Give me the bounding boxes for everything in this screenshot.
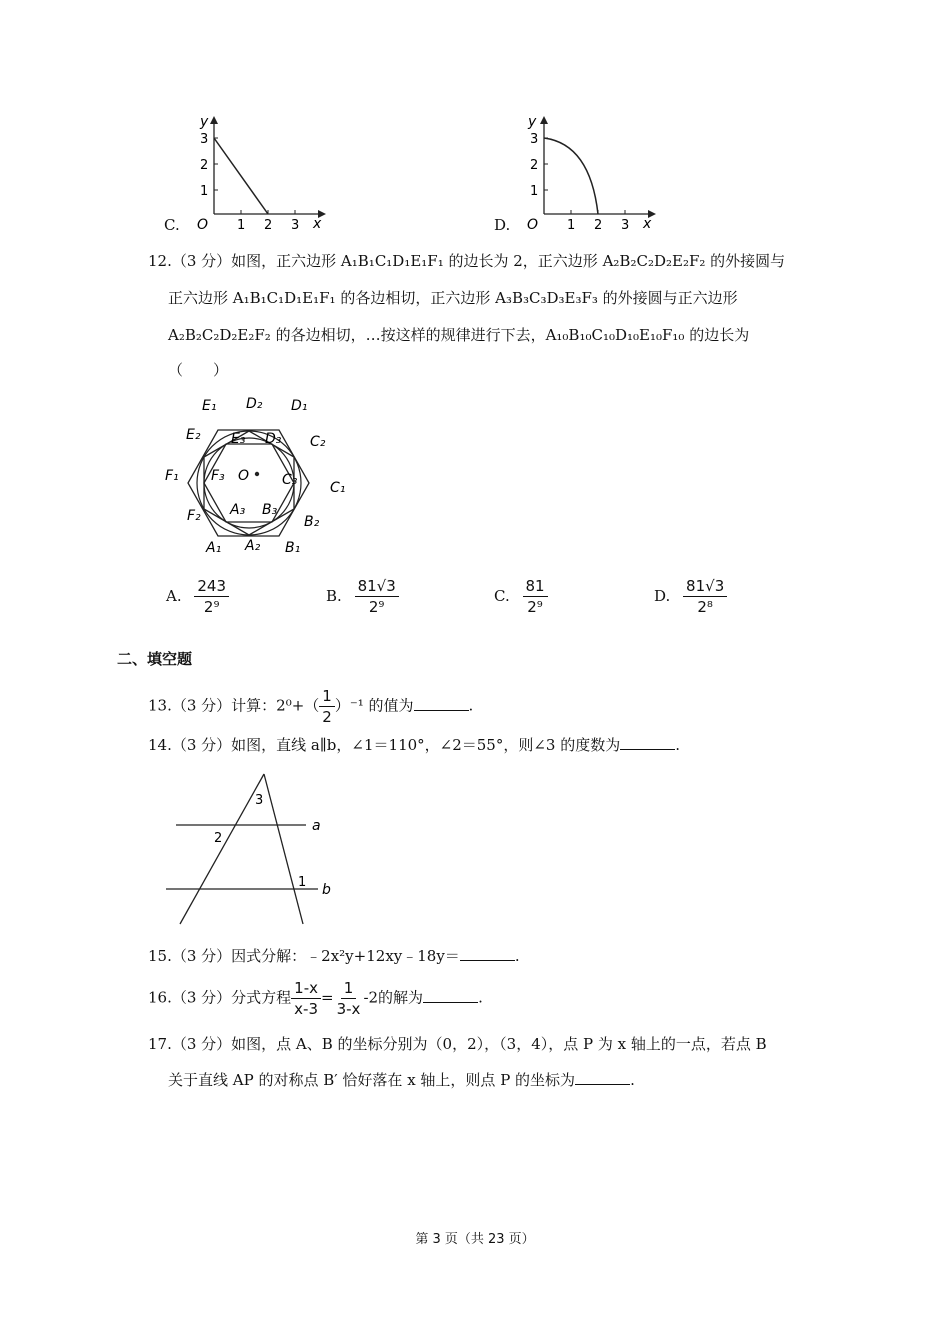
q16	[148, 978, 483, 1019]
q17-answer-blank[interactable]	[575, 1070, 630, 1085]
hex-label-e3: E₃	[231, 431, 246, 447]
q15	[148, 946, 520, 966]
q14-text: 14.（3 分）如图，直线 a∥b，∠1＝110°，∠2＝55°，则∠3 的度数为	[148, 736, 621, 754]
q16-fraction-1	[291, 978, 321, 1019]
graph-c-tick-x2: 2	[264, 218, 273, 233]
hex-label-d3: D₃	[265, 431, 282, 447]
q16-num-2: 1	[341, 978, 357, 999]
hex-label-d2: D₂	[246, 396, 263, 412]
q14	[148, 735, 680, 755]
hex-label-c2: C₂	[310, 434, 326, 450]
graph-d	[490, 110, 660, 235]
graph-d-tick-x3: 3	[621, 218, 630, 233]
graph-d-tick-x2: 2	[594, 218, 603, 233]
angle-2-label: 2	[214, 831, 223, 846]
graph-d-y-label: y	[528, 114, 537, 130]
graph-d-origin: O	[527, 217, 539, 233]
q13-answer-blank[interactable]	[414, 696, 469, 711]
q16-den-2: 3-x	[336, 1000, 361, 1018]
graph-d-tick-y1: 1	[530, 184, 539, 199]
q12-option-c-num: 81	[523, 576, 548, 597]
q16-fraction-2	[334, 978, 364, 1019]
hex-label-b1: B₁	[285, 540, 301, 556]
q17-line1: 17.（3 分）如图，点 A、B 的坐标分别为（0，2），（3，4），点 P 为 x 轴上的一点，若点 B	[148, 1035, 767, 1053]
graph-c-tick-y1: 1	[200, 184, 209, 199]
graph-c-tick-y3: 3	[200, 132, 209, 147]
graph-d-svg	[490, 110, 660, 235]
line-a-label: a	[312, 818, 321, 834]
q12-line3: A₂B₂C₂D₂E₂F₂ 的各边相切，…按这样的规律进行下去，A₁₀B₁₀C₁₀D₁₀E₁₀F₁₀ 的边长为	[168, 326, 750, 344]
graph-d-tick-x1: 1	[567, 218, 576, 233]
q13-post: ）⁻¹ 的值为	[334, 696, 414, 715]
hexagon-figure	[160, 392, 360, 562]
q17-end: .	[630, 1071, 635, 1089]
q12-line1: 12.（3 分）如图，正六边形 A₁B₁C₁D₁E₁F₁ 的边长为 2，正六边形 A₂B₂C₂D₂E₂F₂ 的外接圆与	[148, 252, 786, 270]
q12-option-d[interactable]	[654, 576, 727, 617]
q16-equals: =	[321, 988, 334, 1007]
q12-option-d-num: 81√3	[683, 576, 727, 597]
graph-d-tick-y3: 3	[530, 132, 539, 147]
q15-end: .	[514, 947, 520, 965]
graph-c-svg	[160, 110, 330, 235]
q15-answer-blank[interactable]	[460, 946, 515, 961]
line-b-label: b	[322, 882, 331, 898]
hex-label-c3: C₃	[282, 472, 298, 488]
q12-option-a-fraction	[194, 576, 229, 617]
q12-option-a-num: 243	[194, 576, 229, 597]
graph-c-tick-x1: 1	[237, 218, 246, 233]
q13-den: 2	[322, 708, 332, 726]
q12-option-d-den: 2⁸	[697, 598, 713, 616]
graph-d-label: D.	[494, 216, 511, 234]
hex-label-e2: E₂	[186, 427, 201, 443]
q17-line2	[168, 1070, 635, 1090]
q16-den-1: x-3	[294, 1000, 319, 1018]
hex-label-c1: C₁	[330, 480, 346, 496]
graph-d-tick-y2: 2	[530, 158, 539, 173]
q14-answer-blank[interactable]	[620, 735, 675, 750]
angle-1-label: 1	[298, 875, 307, 890]
graph-c-x-label: x	[313, 216, 322, 232]
graph-c-origin: O	[197, 217, 209, 233]
q12-option-c[interactable]	[494, 576, 548, 617]
q13-fraction	[319, 686, 335, 727]
q12-option-b-den: 2⁹	[368, 598, 385, 616]
hex-label-b2: B₂	[304, 514, 320, 530]
hex-label-o: O	[238, 468, 250, 484]
graph-c-tick-y2: 2	[200, 158, 209, 173]
graph-d-x-label: x	[643, 216, 652, 232]
graph-c-y-label: y	[200, 114, 209, 130]
hex-label-a1: A₁	[206, 540, 222, 556]
q12-option-a[interactable]	[166, 576, 229, 617]
q12-option-a-label: A.	[166, 586, 182, 605]
q16-answer-blank[interactable]	[423, 988, 478, 1003]
graph-c-tick-x3: 3	[291, 218, 300, 233]
q12-option-b-label: B.	[326, 586, 342, 605]
graph-c	[160, 110, 330, 235]
q12-option-c-den: 2⁹	[527, 598, 543, 616]
hex-label-f3: F₃	[211, 468, 225, 484]
q12-line2: 正六边形 A₁B₁C₁D₁E₁F₁ 的各边相切，正六边形 A₃B₃C₃D₃E₃F₃ 的外接圆与正六边形	[168, 289, 738, 307]
hex-label-a2: A₂	[245, 538, 261, 554]
q16-end: .	[478, 988, 483, 1007]
q16-post: -2的解为	[363, 988, 424, 1007]
q15-text: 15.（3 分）因式分解：﹣2x²y+12xy﹣18y＝	[148, 947, 460, 965]
q16-num-1: 1-x	[291, 978, 321, 999]
hex-label-e1: E₁	[202, 398, 217, 414]
q12-line4: （ ）	[168, 361, 229, 379]
angle-3-label: 3	[255, 793, 264, 808]
q14-end: .	[675, 736, 681, 754]
q17-line2-text: 关于直线 AP 的对称点 B′ 恰好落在 x 轴上，则点 P 的坐标为	[168, 1071, 576, 1089]
q13-num: 1	[319, 686, 335, 707]
hex-label-d1: D₁	[291, 398, 308, 414]
graph-c-label: C.	[164, 216, 180, 234]
q13	[148, 686, 473, 727]
hex-label-f2: F₂	[187, 508, 201, 524]
q12-option-c-fraction	[523, 576, 548, 617]
q12-option-d-label: D.	[654, 586, 671, 605]
q12-option-c-label: C.	[494, 586, 510, 605]
hex-label-b3: B₃	[262, 502, 278, 518]
q13-end: .	[468, 696, 474, 715]
parallel-lines-figure	[162, 768, 342, 928]
q16-pre: 16.（3 分）分式方程	[148, 988, 292, 1007]
q12-option-d-fraction	[683, 576, 727, 617]
q12-option-b[interactable]	[326, 576, 399, 617]
hex-label-f1: F₁	[165, 468, 179, 484]
q12-option-b-fraction	[355, 576, 399, 617]
q12-option-b-num: 81√3	[355, 576, 399, 597]
section-heading: 二、填空题	[117, 650, 193, 668]
page-footer: 第 3 页（共 23 页）	[415, 1232, 535, 1247]
q13-pre: 13.（3 分）计算：2⁰+（	[148, 696, 320, 715]
hex-label-a3: A₃	[230, 502, 246, 518]
q12-option-a-den: 2⁹	[203, 598, 220, 616]
